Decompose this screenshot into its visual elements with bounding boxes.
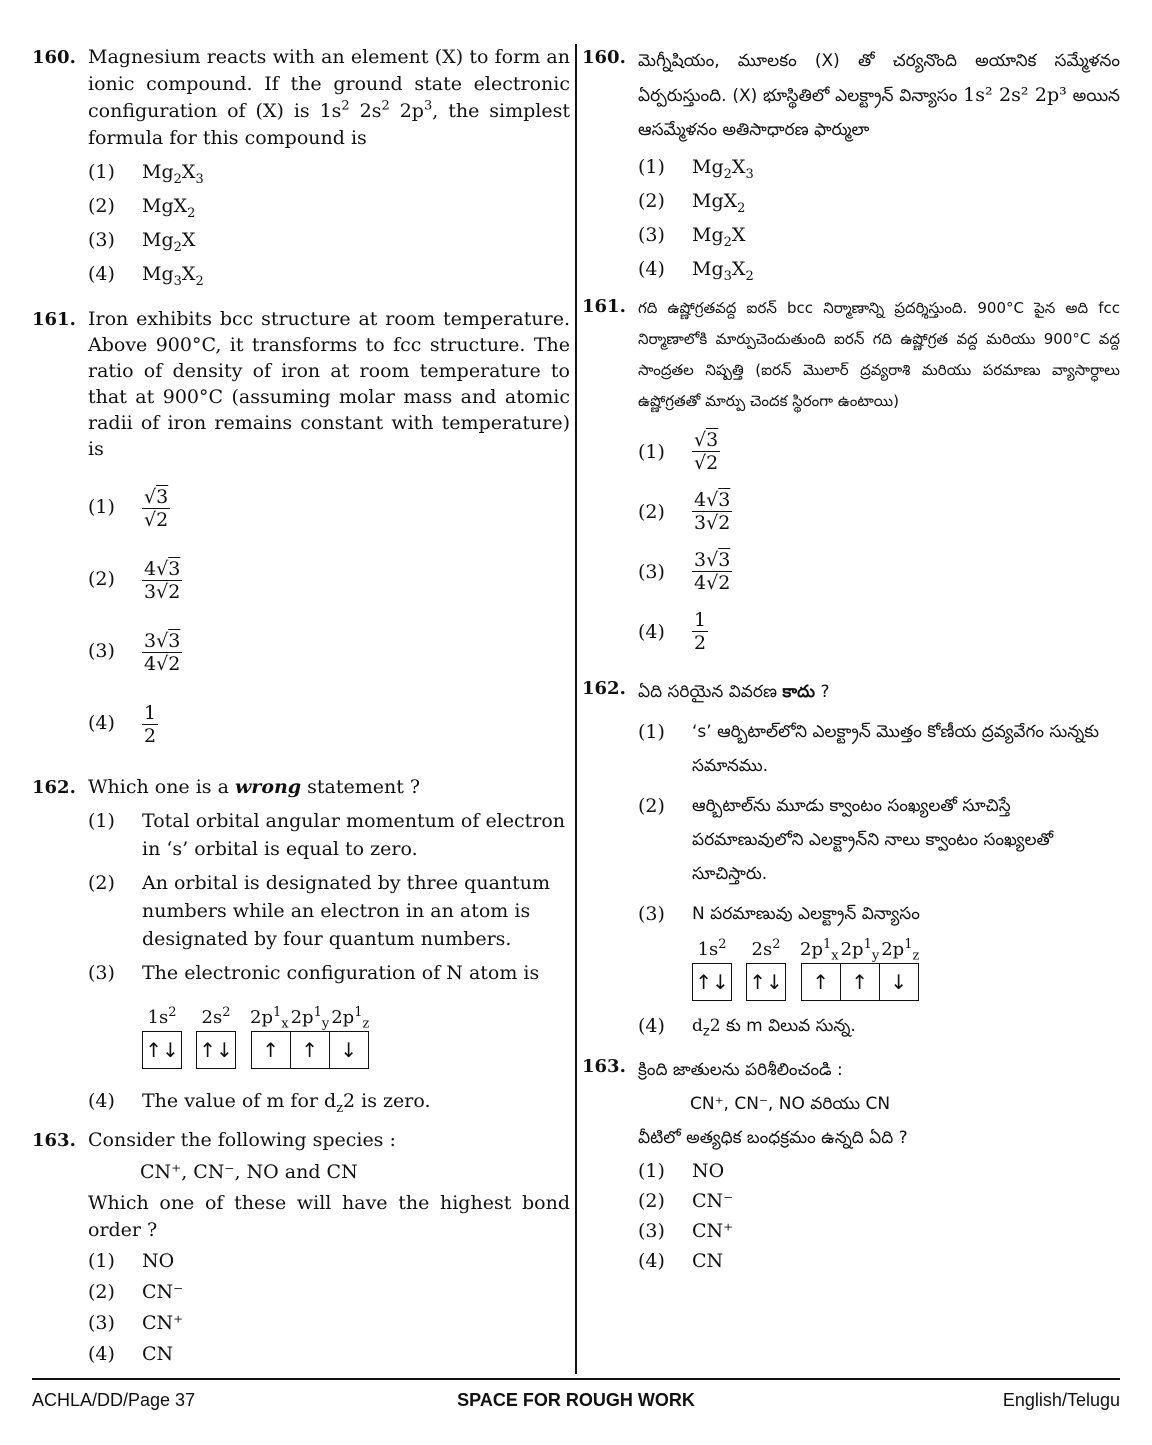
language-label: English/Telugu	[1002, 1390, 1120, 1410]
option: (1) $\frac{√3}{√2}$	[88, 485, 169, 531]
question-161	[32, 306, 570, 756]
question-162-te	[582, 675, 1120, 1043]
question-number: 163.	[32, 1130, 76, 1151]
option: (1) NO	[638, 1160, 725, 1182]
orbital-diagram: $1s^2$ ↑↓ $2s^2$ ↑↓ $2p^1_x$ $2p^1_y$ $2p^1_z$ ↑ ↑ ↓	[88, 1005, 570, 1069]
question-163-te	[582, 1053, 1120, 1275]
option: (1) NO	[88, 1250, 175, 1272]
option: (4) $d_z2$ కు m విలువ సున్న.	[638, 1015, 856, 1040]
english-column	[32, 44, 570, 1378]
question-160-te	[582, 44, 1120, 283]
question-161-te	[582, 293, 1120, 661]
option: (1) ‘s’ ఆర్బిటాల్‌లోని ఎలక్ట్రాన్ మొత్తం కోణీయ ద్రవ్యవేగం సున్నకు సమానము.	[638, 721, 1099, 776]
question-text: Which one is a wrong statement ?	[88, 776, 421, 798]
option: (2) MgX$_2$	[88, 195, 196, 221]
option: (4) $\frac{1}{2}$	[638, 608, 707, 654]
option: (2) $\frac{4√3}{3√2}$	[638, 488, 731, 534]
question-text: ఏది సరియైన వివరణ కాదు ?	[638, 682, 830, 702]
question-number: 161.	[582, 296, 626, 317]
question-text-2: Which one of these will have the highest bond order ?	[88, 1192, 570, 1241]
orbital-diagram: $1s^2$ ↑↓ $2s^2$ ↑↓ $2p^1_x$ $2p^1_y$ $2p^1_z$ ↑ ↑ ↓	[638, 937, 1120, 1001]
option: (1) $\frac{√3}{√2}$	[638, 428, 719, 474]
question-number: 162.	[582, 678, 626, 699]
option: (4) $Mg_3X_2$	[638, 258, 754, 284]
rough-work-label: SPACE FOR ROUGH WORK	[457, 1390, 695, 1410]
option: (3) CN⁺	[88, 1312, 184, 1334]
species-list: CN⁺, CN⁻, NO and CN	[140, 1161, 358, 1183]
question-text-2: వీటిలో అత్యధిక బంధక్రమం ఉన్నది ఏది ?	[638, 1128, 908, 1148]
page-code: ACHLA/DD/Page 37	[32, 1390, 196, 1410]
question-text: గది ఉష్ణోగ్రతవద్ద ఐరన్ bcc నిర్మాణాన్ని ప్రదర్శిస్తుంది. 900°C పైన అది fcc నిర్మాణాలోకి మార్పుచెందుతుంది ఐరన్ గది ఉష్ణోగ్రత వద్ద మరియు 900°C వద్ద సాంద్రతల నిష్పత్తి (ఐరన్ మొలార్ ద్రవ్యరాశి మరియు పరమాణు వ్యాసార్ధాలు ఉష్ణోగ్రతతో మార్పు చెందక స్థిరంగా ఉంటాయి)	[638, 299, 1120, 410]
option: (3) $Mg_2X$	[88, 229, 196, 255]
option: (3) $\frac{3√3}{4√2}$	[88, 629, 181, 675]
option: (4) $\frac{1}{2}$	[88, 701, 157, 747]
question-text: Consider the following species :	[88, 1129, 396, 1151]
species-list: CN⁺, CN⁻, NO వరియు CN	[690, 1094, 891, 1114]
option: (3) The electronic configuration of N atom is	[88, 962, 540, 984]
column-divider	[575, 44, 577, 1374]
option: (2) An orbital is designated by three quantum numbers while an electron in an atom is designated by four quantum numbers.	[88, 872, 551, 950]
option: (2) MgX$_2$	[638, 190, 746, 216]
question-160	[32, 44, 570, 288]
option: (1) Total orbital angular momentum of electron in ‘s’ orbital is equal to zero.	[88, 810, 566, 860]
option: (2) CN⁻	[88, 1281, 184, 1303]
telugu-column	[582, 44, 1120, 1285]
option: (1) $Mg_2X_3$	[638, 156, 754, 182]
option: (1) $Mg_2X_3$	[88, 161, 204, 187]
option: (4) The value of m for $d_z2$ is zero.	[88, 1090, 431, 1116]
question-text: Iron exhibits bcc structure at room temperature. Above 900°C, it transforms to fcc structure. The ratio of density of iron at room temperature to that at 900°C (assuming molar mass and atomic radii of iron remains constant with temperature) is	[88, 308, 570, 460]
footer-rule	[32, 1378, 1120, 1380]
question-number: 163.	[582, 1056, 626, 1077]
option: (2) CN⁻	[638, 1190, 734, 1212]
option: (4) CN	[638, 1250, 724, 1272]
page-footer	[32, 1390, 1120, 1414]
option: (4) CN	[88, 1343, 174, 1365]
option: (3) $\frac{3√3}{4√2}$	[638, 548, 731, 594]
question-163	[32, 1127, 570, 1368]
question-text: Magnesium reacts with an element (X) to form an ionic compound. If the ground state electronic configuration of (X) is $1s^2$ $2s^2$ $2p^3$, the simplest formula for this compound is	[88, 46, 570, 149]
option: (3) N పరమాణువు ఎలక్ట్రాన్ విన్యాసం	[638, 903, 920, 925]
question-text: క్రింది జాతులను పరిశీలించండి :	[638, 1060, 843, 1080]
question-number: 160.	[32, 47, 76, 68]
option: (2) $\frac{4√3}{3√2}$	[88, 557, 181, 603]
option: (2) ఆర్బిటాల్‌ను మూడు క్వాంటం సంఖ్యలతో సూచిస్తే పరమాణువులోని ఎలక్ట్రాన్‌ని నాలు క్వాంటం సంఖ్యలతో సూచిస్తారు.	[638, 795, 1054, 884]
question-number: 161.	[32, 309, 76, 330]
question-text: మెగ్నీషియం, మూలకం (X) తో చర్యనొంది అయానిక సమ్మేళనం ఏర్పరుస్తుంది. (X) భూస్థితిలో ఎలక్ట్రాన్ విన్యాసం 1s² 2s² 2p³ అయిన ఆసమ్మేళనం అతిసాధారణ ఫార్ములా	[638, 51, 1120, 140]
question-number: 162.	[32, 777, 76, 798]
question-number: 160.	[582, 47, 626, 68]
question-162	[32, 774, 570, 1115]
option: (3) CN⁺	[638, 1220, 734, 1242]
option: (4) $Mg_3X_2$	[88, 263, 204, 289]
option: (3) $Mg_2X$	[638, 224, 746, 250]
